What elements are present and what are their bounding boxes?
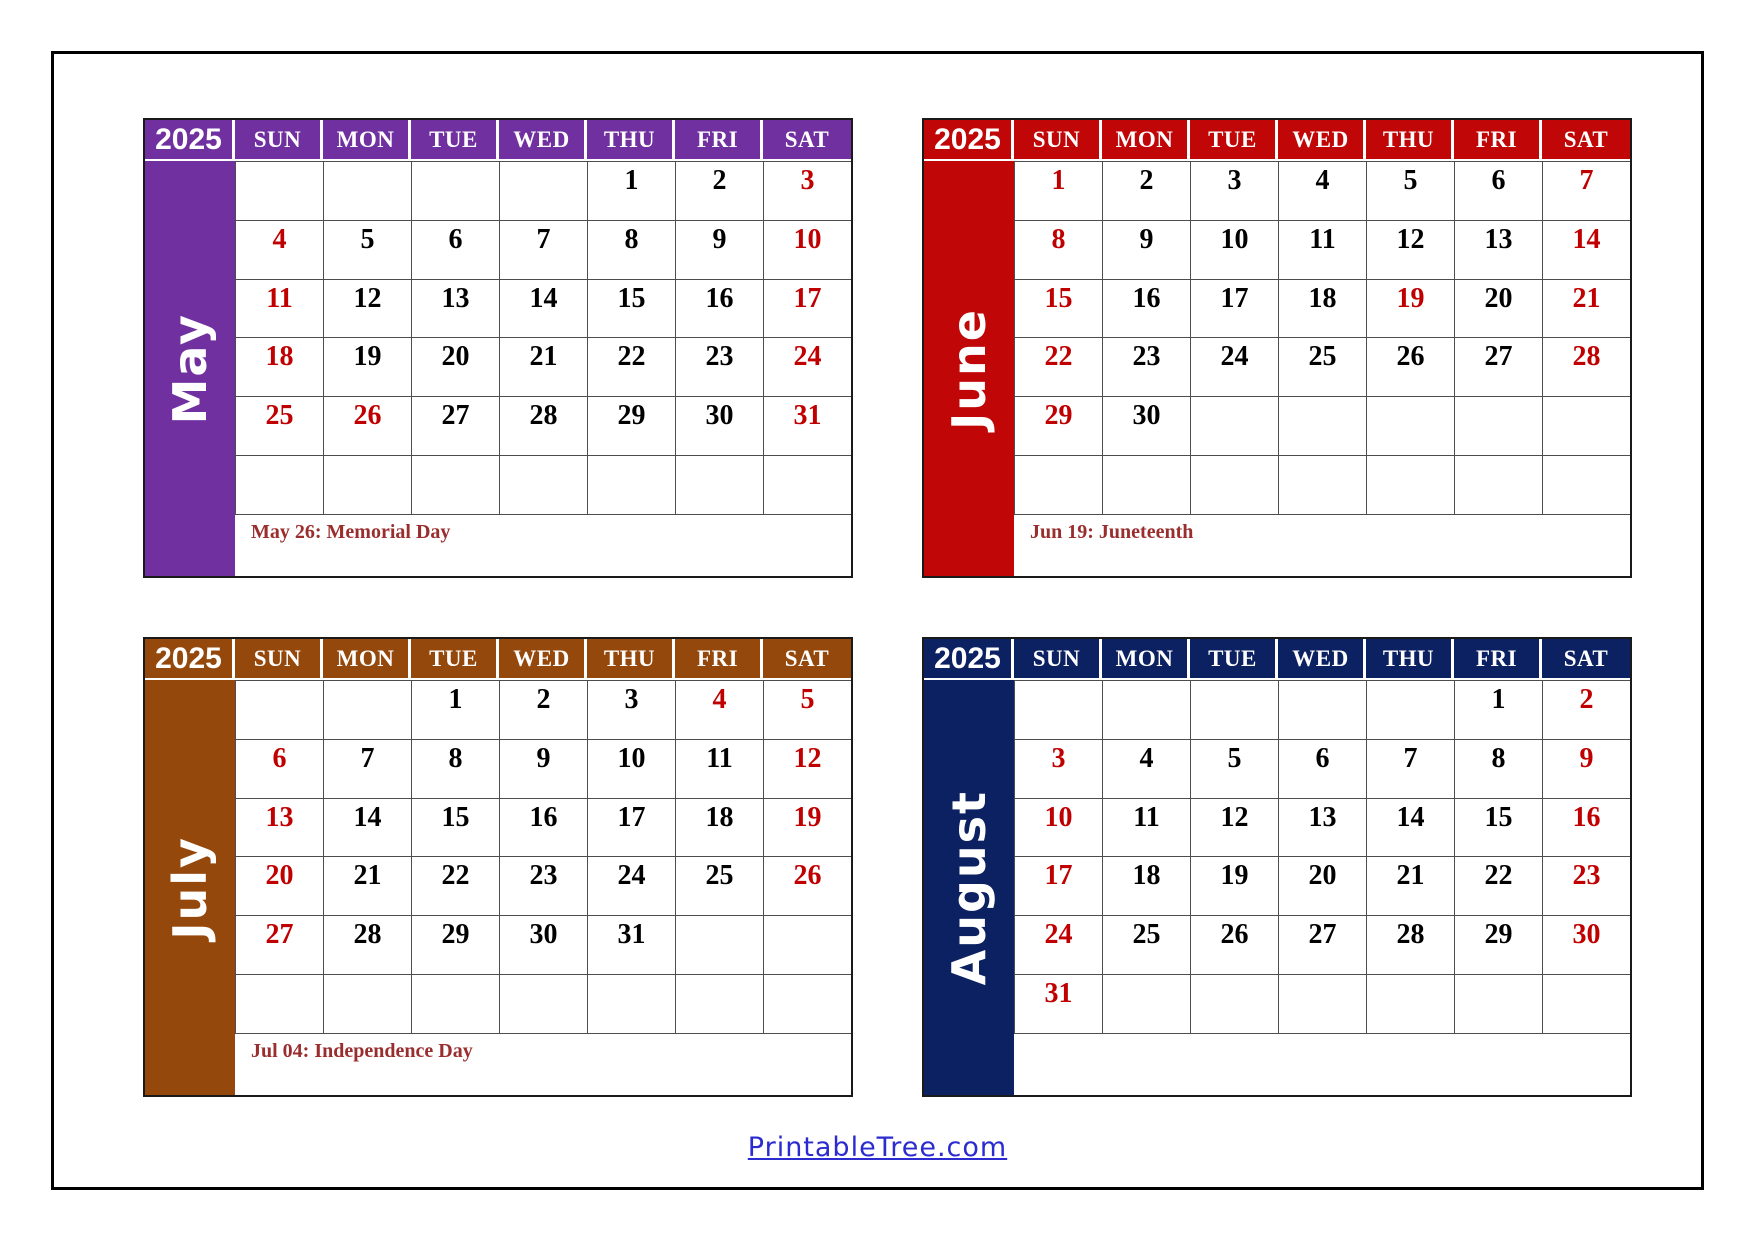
day-cell-july-27: 27 bbox=[235, 915, 323, 974]
day-cell-empty bbox=[1454, 974, 1542, 1033]
day-cell-june-23: 23 bbox=[1102, 337, 1190, 396]
day-cell-may-12: 12 bbox=[323, 279, 411, 338]
calendar-header bbox=[145, 120, 851, 161]
day-cell-empty bbox=[763, 915, 851, 974]
day-cell-june-6: 6 bbox=[1454, 161, 1542, 220]
day-cell-june-9: 9 bbox=[1102, 220, 1190, 279]
day-cell-june-24: 24 bbox=[1190, 337, 1278, 396]
day-cell-empty bbox=[1102, 974, 1190, 1033]
month-label: May bbox=[163, 312, 217, 425]
day-cell-empty bbox=[1190, 396, 1278, 455]
weekday-header-tue: TUE bbox=[1190, 120, 1278, 159]
day-cell-august-29: 29 bbox=[1454, 915, 1542, 974]
day-cell-august-30: 30 bbox=[1542, 915, 1630, 974]
day-cell-may-2: 2 bbox=[675, 161, 763, 220]
day-cell-may-31: 31 bbox=[763, 396, 851, 455]
weekday-header-wed: WED bbox=[1278, 639, 1366, 678]
day-cell-empty bbox=[1190, 455, 1278, 514]
day-cell-empty bbox=[411, 455, 499, 514]
day-cell-may-22: 22 bbox=[587, 337, 675, 396]
day-cell-may-16: 16 bbox=[675, 279, 763, 338]
day-cell-july-9: 9 bbox=[499, 739, 587, 798]
day-cell-june-18: 18 bbox=[1278, 279, 1366, 338]
day-cell-july-14: 14 bbox=[323, 798, 411, 857]
day-cell-empty bbox=[499, 455, 587, 514]
weekday-header-sun: SUN bbox=[235, 120, 323, 159]
day-cell-may-13: 13 bbox=[411, 279, 499, 338]
day-cell-june-10: 10 bbox=[1190, 220, 1278, 279]
day-cell-empty bbox=[1278, 396, 1366, 455]
holiday-note: Jul 04: Independence Day bbox=[235, 1033, 851, 1095]
month-sidebar bbox=[145, 680, 235, 1095]
day-cell-empty bbox=[1014, 680, 1102, 739]
day-cell-empty bbox=[1542, 396, 1630, 455]
day-cell-august-6: 6 bbox=[1278, 739, 1366, 798]
printabletree-link[interactable]: PrintableTree.com bbox=[747, 1132, 1008, 1163]
day-cell-july-29: 29 bbox=[411, 915, 499, 974]
day-cell-may-30: 30 bbox=[675, 396, 763, 455]
day-cell-may-4: 4 bbox=[235, 220, 323, 279]
day-cell-august-27: 27 bbox=[1278, 915, 1366, 974]
day-cell-june-19: 19 bbox=[1366, 279, 1454, 338]
day-cell-june-16: 16 bbox=[1102, 279, 1190, 338]
day-cell-empty bbox=[1102, 455, 1190, 514]
day-cell-empty bbox=[323, 455, 411, 514]
day-cell-may-6: 6 bbox=[411, 220, 499, 279]
day-cell-empty bbox=[1190, 974, 1278, 1033]
weekday-header-sat: SAT bbox=[763, 639, 851, 678]
day-cell-july-6: 6 bbox=[235, 739, 323, 798]
calendar-august bbox=[922, 637, 1632, 1097]
day-cell-may-14: 14 bbox=[499, 279, 587, 338]
day-cell-august-25: 25 bbox=[1102, 915, 1190, 974]
day-cell-may-20: 20 bbox=[411, 337, 499, 396]
day-cell-august-24: 24 bbox=[1014, 915, 1102, 974]
weekday-header-mon: MON bbox=[1102, 639, 1190, 678]
day-cell-july-31: 31 bbox=[587, 915, 675, 974]
weekday-header-mon: MON bbox=[323, 120, 411, 159]
day-cell-empty bbox=[323, 161, 411, 220]
weekday-header-thu: THU bbox=[1366, 120, 1454, 159]
year-label: 2025 bbox=[924, 639, 1014, 678]
year-label: 2025 bbox=[924, 120, 1014, 159]
day-cell-july-11: 11 bbox=[675, 739, 763, 798]
day-cell-june-15: 15 bbox=[1014, 279, 1102, 338]
month-sidebar bbox=[924, 161, 1014, 576]
day-cell-july-13: 13 bbox=[235, 798, 323, 857]
day-cell-empty bbox=[763, 974, 851, 1033]
day-cell-empty bbox=[1190, 680, 1278, 739]
day-cell-may-21: 21 bbox=[499, 337, 587, 396]
day-cell-july-28: 28 bbox=[323, 915, 411, 974]
day-cell-may-26: 26 bbox=[323, 396, 411, 455]
month-sidebar bbox=[145, 161, 235, 576]
day-cell-may-11: 11 bbox=[235, 279, 323, 338]
weekday-header-fri: FRI bbox=[675, 120, 763, 159]
day-cell-may-27: 27 bbox=[411, 396, 499, 455]
day-cell-august-15: 15 bbox=[1454, 798, 1542, 857]
day-cell-july-25: 25 bbox=[675, 856, 763, 915]
day-cell-empty bbox=[675, 455, 763, 514]
day-cell-empty bbox=[675, 974, 763, 1033]
day-cell-empty bbox=[1102, 680, 1190, 739]
day-cell-june-4: 4 bbox=[1278, 161, 1366, 220]
weekday-header-fri: FRI bbox=[1454, 639, 1542, 678]
day-cell-empty bbox=[1366, 680, 1454, 739]
day-cell-july-23: 23 bbox=[499, 856, 587, 915]
day-cell-empty bbox=[323, 974, 411, 1033]
day-cell-june-11: 11 bbox=[1278, 220, 1366, 279]
day-cell-august-10: 10 bbox=[1014, 798, 1102, 857]
year-label: 2025 bbox=[145, 120, 235, 159]
weekday-header-wed: WED bbox=[499, 120, 587, 159]
weekday-header-mon: MON bbox=[323, 639, 411, 678]
day-cell-may-8: 8 bbox=[587, 220, 675, 279]
day-cell-july-18: 18 bbox=[675, 798, 763, 857]
day-cell-august-2: 2 bbox=[1542, 680, 1630, 739]
weekday-header-fri: FRI bbox=[675, 639, 763, 678]
weekday-header-wed: WED bbox=[1278, 120, 1366, 159]
day-cell-june-22: 22 bbox=[1014, 337, 1102, 396]
year-label: 2025 bbox=[145, 639, 235, 678]
day-grid bbox=[1014, 161, 1630, 514]
day-cell-august-21: 21 bbox=[1366, 856, 1454, 915]
day-cell-empty bbox=[235, 974, 323, 1033]
month-label: August bbox=[942, 789, 996, 986]
day-cell-august-22: 22 bbox=[1454, 856, 1542, 915]
day-cell-june-8: 8 bbox=[1014, 220, 1102, 279]
day-cell-june-20: 20 bbox=[1454, 279, 1542, 338]
day-cell-july-4: 4 bbox=[675, 680, 763, 739]
day-cell-empty bbox=[1542, 455, 1630, 514]
day-cell-june-2: 2 bbox=[1102, 161, 1190, 220]
day-cell-may-25: 25 bbox=[235, 396, 323, 455]
day-cell-may-7: 7 bbox=[499, 220, 587, 279]
day-cell-july-10: 10 bbox=[587, 739, 675, 798]
day-cell-empty bbox=[1278, 974, 1366, 1033]
day-cell-august-19: 19 bbox=[1190, 856, 1278, 915]
day-cell-empty bbox=[411, 161, 499, 220]
day-cell-june-26: 26 bbox=[1366, 337, 1454, 396]
day-cell-empty bbox=[411, 974, 499, 1033]
month-label: July bbox=[163, 835, 217, 940]
weekday-header-tue: TUE bbox=[411, 639, 499, 678]
weekday-header-tue: TUE bbox=[1190, 639, 1278, 678]
day-cell-august-12: 12 bbox=[1190, 798, 1278, 857]
calendar-header bbox=[924, 639, 1630, 680]
day-cell-july-26: 26 bbox=[763, 856, 851, 915]
month-sidebar bbox=[924, 680, 1014, 1095]
weekday-header-sat: SAT bbox=[1542, 639, 1630, 678]
day-cell-empty bbox=[235, 455, 323, 514]
weekday-header-sat: SAT bbox=[1542, 120, 1630, 159]
holiday-note: May 26: Memorial Day bbox=[235, 514, 851, 576]
day-cell-may-1: 1 bbox=[587, 161, 675, 220]
day-cell-july-15: 15 bbox=[411, 798, 499, 857]
calendar-header bbox=[924, 120, 1630, 161]
day-cell-august-16: 16 bbox=[1542, 798, 1630, 857]
weekday-header-fri: FRI bbox=[1454, 120, 1542, 159]
day-grid bbox=[235, 680, 851, 1033]
day-cell-june-13: 13 bbox=[1454, 220, 1542, 279]
month-label: June bbox=[942, 307, 996, 430]
day-cell-empty bbox=[1366, 974, 1454, 1033]
holiday-note bbox=[1014, 1033, 1630, 1095]
day-cell-empty bbox=[1278, 455, 1366, 514]
day-grid bbox=[235, 161, 851, 514]
day-cell-august-20: 20 bbox=[1278, 856, 1366, 915]
calendar-july bbox=[143, 637, 853, 1097]
day-cell-july-3: 3 bbox=[587, 680, 675, 739]
weekday-header-sun: SUN bbox=[1014, 639, 1102, 678]
day-cell-august-28: 28 bbox=[1366, 915, 1454, 974]
day-cell-may-28: 28 bbox=[499, 396, 587, 455]
day-cell-august-26: 26 bbox=[1190, 915, 1278, 974]
day-cell-may-15: 15 bbox=[587, 279, 675, 338]
calendar-june bbox=[922, 118, 1632, 578]
day-cell-empty bbox=[235, 161, 323, 220]
day-cell-august-11: 11 bbox=[1102, 798, 1190, 857]
day-cell-empty bbox=[499, 161, 587, 220]
day-cell-august-17: 17 bbox=[1014, 856, 1102, 915]
holiday-note: Jun 19: Juneteenth bbox=[1014, 514, 1630, 576]
weekday-header-thu: THU bbox=[587, 639, 675, 678]
day-cell-july-1: 1 bbox=[411, 680, 499, 739]
footer bbox=[0, 1132, 1755, 1163]
day-cell-empty bbox=[1014, 455, 1102, 514]
day-cell-july-30: 30 bbox=[499, 915, 587, 974]
day-cell-june-27: 27 bbox=[1454, 337, 1542, 396]
day-cell-july-20: 20 bbox=[235, 856, 323, 915]
day-cell-june-28: 28 bbox=[1542, 337, 1630, 396]
day-cell-august-8: 8 bbox=[1454, 739, 1542, 798]
day-cell-august-31: 31 bbox=[1014, 974, 1102, 1033]
calendar-may bbox=[143, 118, 853, 578]
day-cell-july-17: 17 bbox=[587, 798, 675, 857]
day-cell-empty bbox=[1454, 396, 1542, 455]
weekday-header-sat: SAT bbox=[763, 120, 851, 159]
day-cell-june-12: 12 bbox=[1366, 220, 1454, 279]
day-cell-empty bbox=[499, 974, 587, 1033]
day-cell-august-4: 4 bbox=[1102, 739, 1190, 798]
weekday-header-tue: TUE bbox=[411, 120, 499, 159]
day-cell-empty bbox=[235, 680, 323, 739]
day-cell-august-23: 23 bbox=[1542, 856, 1630, 915]
day-cell-empty bbox=[675, 915, 763, 974]
day-cell-july-2: 2 bbox=[499, 680, 587, 739]
day-cell-june-7: 7 bbox=[1542, 161, 1630, 220]
day-cell-empty bbox=[763, 455, 851, 514]
day-cell-empty bbox=[1278, 680, 1366, 739]
weekday-header-wed: WED bbox=[499, 639, 587, 678]
day-cell-empty bbox=[1366, 455, 1454, 514]
day-cell-may-23: 23 bbox=[675, 337, 763, 396]
day-cell-may-19: 19 bbox=[323, 337, 411, 396]
day-cell-august-14: 14 bbox=[1366, 798, 1454, 857]
day-cell-may-9: 9 bbox=[675, 220, 763, 279]
day-cell-august-7: 7 bbox=[1366, 739, 1454, 798]
weekday-header-sun: SUN bbox=[1014, 120, 1102, 159]
day-cell-june-17: 17 bbox=[1190, 279, 1278, 338]
day-cell-june-25: 25 bbox=[1278, 337, 1366, 396]
day-cell-empty bbox=[587, 455, 675, 514]
day-cell-july-21: 21 bbox=[323, 856, 411, 915]
day-cell-may-5: 5 bbox=[323, 220, 411, 279]
day-cell-may-10: 10 bbox=[763, 220, 851, 279]
day-cell-may-18: 18 bbox=[235, 337, 323, 396]
weekday-header-sun: SUN bbox=[235, 639, 323, 678]
day-cell-june-30: 30 bbox=[1102, 396, 1190, 455]
weekday-header-thu: THU bbox=[587, 120, 675, 159]
day-cell-august-18: 18 bbox=[1102, 856, 1190, 915]
day-cell-may-3: 3 bbox=[763, 161, 851, 220]
day-cell-june-29: 29 bbox=[1014, 396, 1102, 455]
day-cell-july-12: 12 bbox=[763, 739, 851, 798]
day-cell-empty bbox=[1454, 455, 1542, 514]
day-cell-june-3: 3 bbox=[1190, 161, 1278, 220]
day-cell-may-29: 29 bbox=[587, 396, 675, 455]
day-cell-june-21: 21 bbox=[1542, 279, 1630, 338]
day-cell-august-13: 13 bbox=[1278, 798, 1366, 857]
day-cell-july-8: 8 bbox=[411, 739, 499, 798]
day-cell-june-14: 14 bbox=[1542, 220, 1630, 279]
calendar-header bbox=[145, 639, 851, 680]
day-cell-june-5: 5 bbox=[1366, 161, 1454, 220]
day-cell-august-3: 3 bbox=[1014, 739, 1102, 798]
day-cell-july-22: 22 bbox=[411, 856, 499, 915]
day-cell-june-1: 1 bbox=[1014, 161, 1102, 220]
day-cell-empty bbox=[1542, 974, 1630, 1033]
day-cell-empty bbox=[323, 680, 411, 739]
day-cell-may-17: 17 bbox=[763, 279, 851, 338]
day-cell-empty bbox=[1366, 396, 1454, 455]
day-cell-july-5: 5 bbox=[763, 680, 851, 739]
day-cell-july-24: 24 bbox=[587, 856, 675, 915]
day-cell-july-16: 16 bbox=[499, 798, 587, 857]
weekday-header-thu: THU bbox=[1366, 639, 1454, 678]
day-cell-empty bbox=[587, 974, 675, 1033]
day-cell-august-5: 5 bbox=[1190, 739, 1278, 798]
day-cell-july-19: 19 bbox=[763, 798, 851, 857]
day-cell-august-9: 9 bbox=[1542, 739, 1630, 798]
weekday-header-mon: MON bbox=[1102, 120, 1190, 159]
day-cell-august-1: 1 bbox=[1454, 680, 1542, 739]
day-grid bbox=[1014, 680, 1630, 1033]
day-cell-may-24: 24 bbox=[763, 337, 851, 396]
day-cell-july-7: 7 bbox=[323, 739, 411, 798]
